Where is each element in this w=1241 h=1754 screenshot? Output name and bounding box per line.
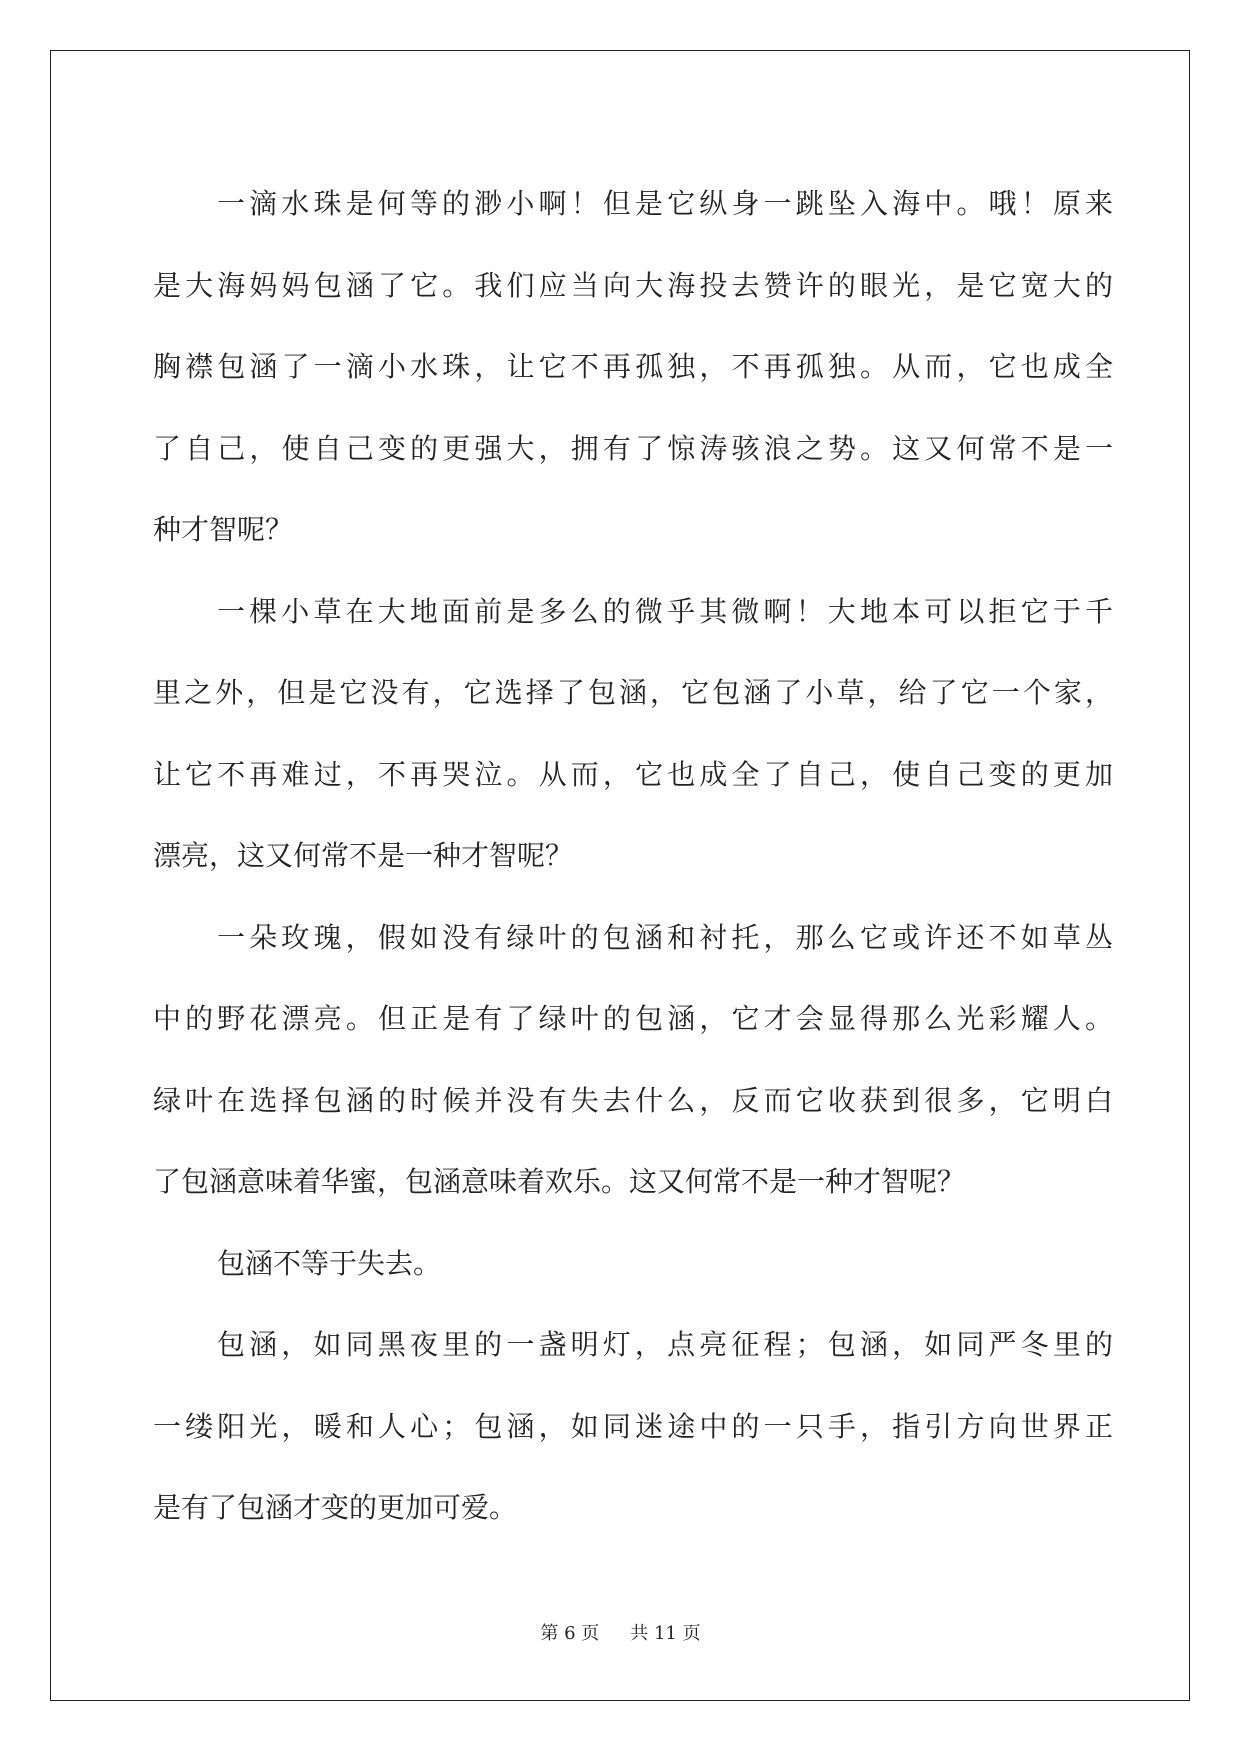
- text-line: 漂亮，这又何常不是一种才智呢？: [153, 839, 574, 872]
- text-line: 了自己，使自己变的更强大，拥有了惊涛骇浪之势。这又何常不是一: [153, 431, 1113, 465]
- paragraph: [153, 571, 1113, 897]
- text-line: 了包涵意味着华蜜，包涵意味着欢乐。这又何常不是一种才智呢？: [153, 1165, 966, 1198]
- paragraph: [153, 1304, 1113, 1549]
- text-line: 绿叶在选择包涵的时候并没有失去什么，反而它收获到很多，它明白: [153, 1083, 1113, 1117]
- text-line: 让它不再难过，不再哭泣。从而，它也成全了自己，使自己变的更加: [153, 757, 1113, 791]
- page-footer: [0, 1619, 1241, 1645]
- text-line: 一朵玫瑰，假如没有绿叶的包涵和衬托，那么它或许还不如草丛: [217, 920, 1113, 954]
- text-line: 包涵不等于失去。: [217, 1246, 442, 1280]
- paragraph: [153, 163, 1113, 571]
- text-line: 一缕阳光，暖和人心；包涵，如同迷途中的一只手，指引方向世界正: [153, 1409, 1113, 1443]
- text-line: 中的野花漂亮。但正是有了绿叶的包涵，它才会显得那么光彩耀人。: [153, 1002, 1113, 1035]
- total-pages: 共 11 页: [630, 1623, 701, 1644]
- text-line: 包涵，如同黑夜里的一盏明灯，点亮征程；包涵，如同严冬里的: [217, 1328, 1113, 1361]
- paragraph: [153, 1223, 1113, 1305]
- text-line: 是有了包涵才变的更加可爱。: [153, 1491, 518, 1524]
- text-line: 胸襟包涵了一滴小水珠，让它不再孤独，不再孤独。从而，它也成全: [153, 350, 1113, 383]
- document-body: [153, 163, 1113, 1549]
- text-line: 是大海妈妈包涵了它。我们应当向大海投去赞许的眼光，是它宽大的: [153, 268, 1113, 302]
- text-line: 里之外，但是它没有，它选择了包涵，它包涵了小草，给了它一个家，: [153, 676, 1113, 709]
- page-number: 第 6 页: [540, 1623, 600, 1644]
- text-line: 一棵小草在大地面前是多么的微乎其微啊！大地本可以拒它于千: [217, 594, 1113, 628]
- paragraph: [153, 897, 1113, 1223]
- text-line: 种才智呢？: [153, 513, 294, 546]
- text-line: 一滴水珠是何等的渺小啊！但是它纵身一跳坠入海中。哦！原来: [217, 187, 1113, 220]
